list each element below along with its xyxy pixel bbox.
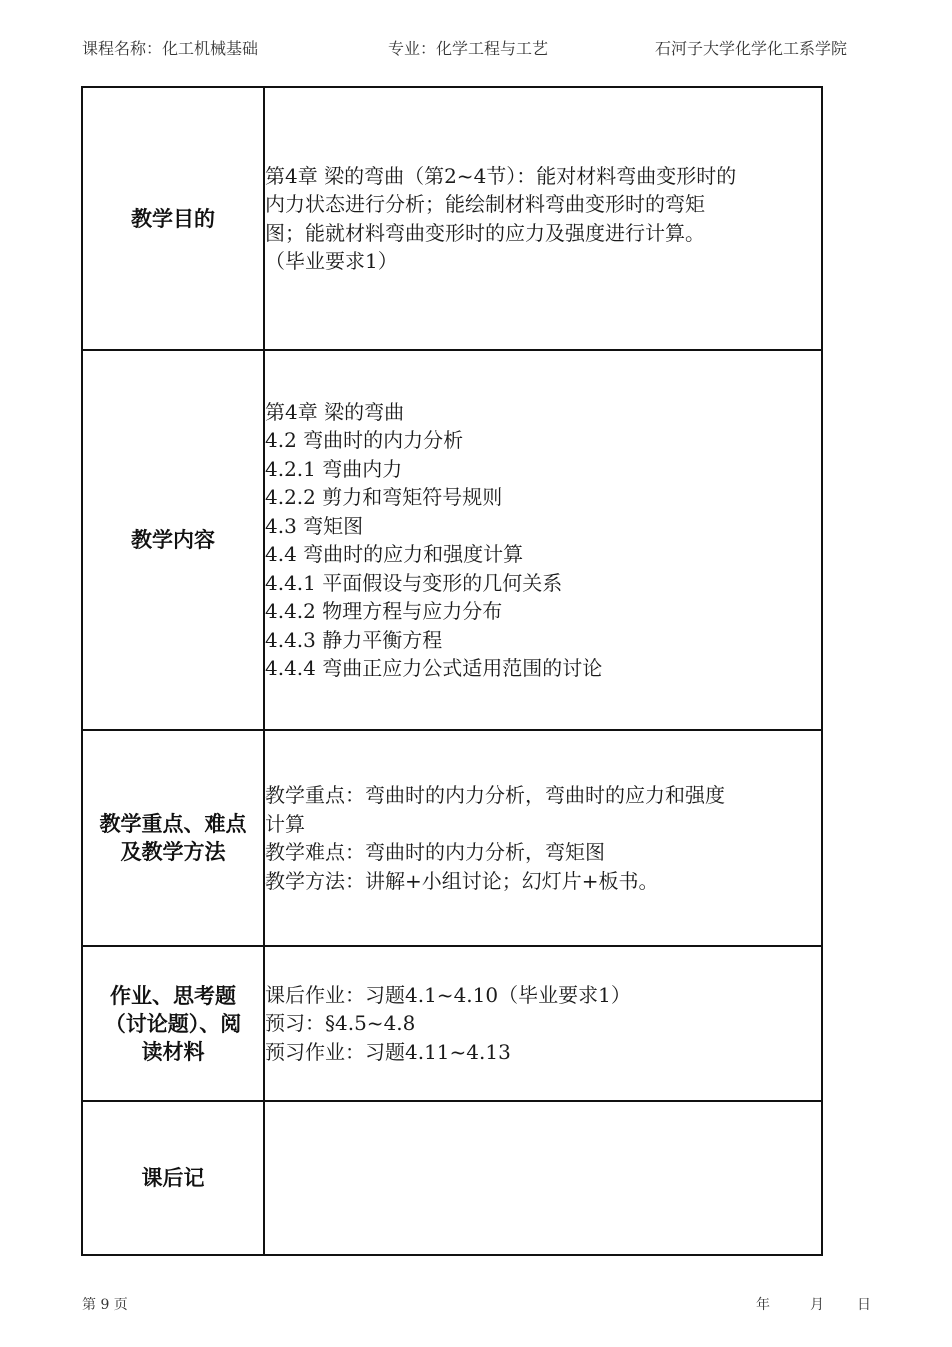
row-label-line: 读材料 [141,1039,205,1064]
row-label-line: 作业、思考题 [110,983,236,1008]
date-month-label: 月 [810,1297,824,1313]
content-line: 第4章 梁的弯曲 [265,399,405,424]
row-label-line: 教学内容 [131,528,215,552]
row-label-content [82,350,264,730]
content-line: 预习：§4.5~4.8 [265,1011,416,1036]
content-line: 4.4.2 物理方程与应力分布 [265,599,503,623]
content-line: 4.3 弯矩图 [265,513,364,538]
row-content-topics [264,350,822,730]
row-label-line: （讨论题）、阅 [104,1011,242,1036]
row-label-postscript [82,1101,264,1255]
table-row-key-points [82,730,822,946]
content-line: 4.4.3 静力平衡方程 [265,627,443,652]
content-line: 4.2.2 剪力和弯矩符号规则 [265,485,503,509]
content-line: 第4章 梁的弯曲（第2~4节）：能对材料弯曲变形时的 [265,163,737,188]
content-line: 图；能就材料弯曲变形时的应力及强度进行计算。 [265,220,705,245]
major-name: 专业：化学工程与工艺 [388,39,549,58]
content-line: 4.4.1 平面假设与变形的几何关系 [265,570,563,595]
date-year-label: 年 [756,1297,770,1313]
table-row-homework [82,946,822,1101]
row-label-line: 教学重点、难点 [99,812,247,836]
content-line: 内力状态进行分析；能绘制材料弯曲变形时的弯矩 [265,192,705,216]
content-line: 教学方法：讲解+小组讨论；幻灯片+板书。 [265,868,659,893]
content-line: 计算 [265,811,305,836]
row-label-key-points [82,730,264,946]
row-label-homework [82,946,264,1101]
content-line: 4.2.1 弯曲内力 [265,456,403,481]
row-content-objectives [264,87,822,350]
school-name: 石河子大学化学化工系学院 [655,39,848,58]
table-row-content [82,350,822,730]
content-line: 教学重点：弯曲时的内力分析，弯曲时的应力和强度 [265,783,725,807]
row-label-line: 教学目的 [131,206,215,231]
content-line: 4.4 弯曲时的应力和强度计算 [265,542,524,566]
table-row-postscript [82,1101,822,1255]
row-label-line: 课后记 [141,1166,205,1190]
row-content-key-points [264,730,822,946]
date-day-label: 日 [857,1297,871,1313]
page-number: 第 9 页 [82,1297,128,1313]
content-line: 4.2 弯曲时的内力分析 [265,428,464,452]
content-line: 预习作业：习题4.11~4.13 [265,1039,511,1064]
content-line: 课后作业：习题4.1~4.10（毕业要求1） [265,982,631,1007]
content-line: （毕业要求1） [265,249,398,273]
course-name: 课程名称：化工机械基础 [82,39,259,58]
row-content-postscript [264,1101,822,1255]
table-row-objectives [82,87,822,350]
row-label-objectives [82,87,264,350]
content-line: 教学难点：弯曲时的内力分析，弯矩图 [265,840,605,864]
content-line: 4.4.4 弯曲正应力公式适用范围的讨论 [265,656,603,680]
row-content-homework [264,946,822,1101]
row-label-line: 及教学方法 [120,840,226,864]
lesson-plan-table [81,86,823,1256]
